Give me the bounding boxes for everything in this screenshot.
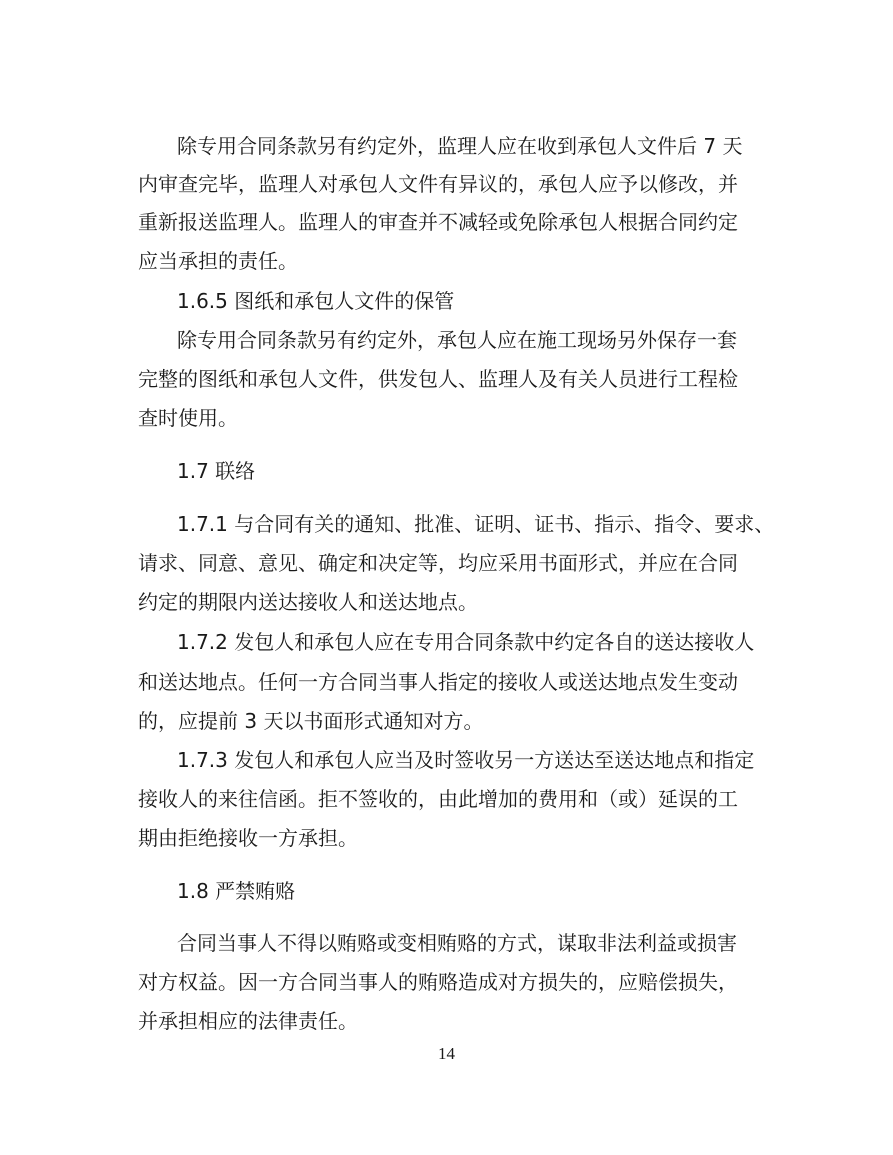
line-text: 请求、同意、意见、确定和决定等，均应采用书面形式，并应在合同 xyxy=(138,551,738,575)
paragraph-line xyxy=(0,166,893,202)
paragraph-line xyxy=(0,664,893,700)
paragraph-line xyxy=(0,781,893,817)
paragraph-line xyxy=(0,820,893,856)
line-text: 合同当事人不得以贿赂或变相贿赂的方式，谋取非法利益或损害 xyxy=(177,931,737,955)
line-text: 应当承担的责任。 xyxy=(138,249,298,273)
paragraph-line xyxy=(0,1003,893,1039)
line-text: 内审查完毕，监理人对承包人文件有异议的，承包人应予以修改，并 xyxy=(138,172,738,196)
paragraph-line xyxy=(0,506,893,542)
line-text: 1.7.3 发包人和承包人应当及时签收另一方送达至送达地点和指定 xyxy=(177,748,755,772)
paragraph-line xyxy=(0,584,893,620)
line-text: 的，应提前 3 天以书面形式通知对方。 xyxy=(138,709,484,733)
paragraph-line xyxy=(0,624,893,660)
paragraph-line xyxy=(0,128,893,164)
heading-text: 1.8 严禁贿赂 xyxy=(177,879,296,903)
line-text: 除专用合同条款另有约定外，监理人应在收到承包人文件后 7 天 xyxy=(177,134,743,158)
line-text: 除专用合同条款另有约定外，承包人应在施工现场另外保存一套 xyxy=(177,328,737,352)
line-text: 1.7.2 发包人和承包人应在专用合同条款中约定各自的送达接收人 xyxy=(177,630,755,654)
paragraph-line xyxy=(0,361,893,397)
paragraph-line xyxy=(0,400,893,436)
paragraph-line xyxy=(0,545,893,581)
paragraph-line xyxy=(0,742,893,778)
heading-text: 1.6.5 图纸和承包人文件的保管 xyxy=(177,289,455,313)
paragraph-line xyxy=(0,964,893,1000)
paragraph-line xyxy=(0,243,893,279)
line-text: 约定的期限内送达接收人和送达地点。 xyxy=(138,590,478,614)
paragraph-line xyxy=(0,925,893,961)
paragraph-line xyxy=(0,322,893,358)
line-text: 完整的图纸和承包人文件，供发包人、监理人及有关人员进行工程检 xyxy=(138,367,738,391)
line-text: 并承担相应的法律责任。 xyxy=(138,1009,358,1033)
line-text: 查时使用。 xyxy=(138,406,238,430)
section-heading-1-7 xyxy=(0,453,893,489)
heading-text: 1.7 联络 xyxy=(177,459,256,483)
page-number: 14 xyxy=(438,1044,455,1063)
paragraph-line xyxy=(0,204,893,240)
section-heading-1-6-5 xyxy=(0,283,893,319)
line-text: 期由拒绝接收一方承担。 xyxy=(138,826,358,850)
section-heading-1-8 xyxy=(0,873,893,909)
paragraph-line xyxy=(0,703,893,739)
line-text: 对方权益。因一方合同当事人的贿赂造成对方损失的，应赔偿损失， xyxy=(138,970,738,994)
line-text: 1.7.1 与合同有关的通知、批准、证明、证书、指示、指令、要求、 xyxy=(177,512,775,536)
line-text: 和送达地点。任何一方合同当事人指定的接收人或送达地点发生变动 xyxy=(138,670,738,694)
line-text: 重新报送监理人。监理人的审查并不减轻或免除承包人根据合同约定 xyxy=(138,210,738,234)
line-text: 接收人的来往信函。拒不签收的，由此增加的费用和（或）延误的工 xyxy=(138,787,738,811)
